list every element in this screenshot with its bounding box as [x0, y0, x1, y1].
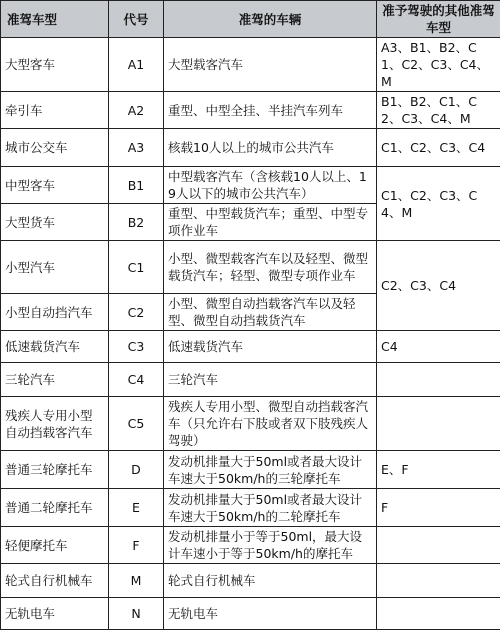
code-cell: C4 [109, 363, 164, 397]
type-cell: 普通二轮摩托车 [1, 489, 109, 527]
code-cell: D [109, 451, 164, 489]
type-cell: 轻便摩托车 [1, 527, 109, 564]
table-row [1, 92, 500, 129]
code-cell: E [109, 489, 164, 527]
vehicle-cell: 无轨电车 [164, 598, 377, 630]
vehicle-cell: 发动机排量大于50ml或者最大设计车速大于50km/h的三轮摩托车 [164, 451, 377, 489]
vehicle-cell: 发动机排量小于等于50ml，最大设计车速小于等于50km/h的摩托车 [164, 527, 377, 564]
vehicle-cell: 发动机排量大于50ml或者最大设计车速大于50km/h的二轮摩托车 [164, 489, 377, 527]
vehicle-cell: 重型、中型全挂、半挂汽车列车 [164, 92, 377, 129]
vehicle-cell: 轮式自行机械车 [164, 564, 377, 598]
type-cell: 大型货车 [1, 204, 109, 241]
other-cell [377, 397, 500, 451]
table-row [1, 598, 500, 630]
type-cell: 牵引车 [1, 92, 109, 129]
code-cell: B2 [109, 204, 164, 241]
other-cell: E、F [377, 451, 500, 489]
other-cell: C1、C2、C3、C4、M [377, 167, 500, 241]
vehicle-cell: 核载10人以上的城市公共汽车 [164, 129, 377, 167]
vehicle-cell: 大型载客汽车 [164, 38, 377, 92]
type-cell: 小型自动挡汽车 [1, 294, 109, 331]
type-cell: 中型客车 [1, 167, 109, 204]
code-cell: F [109, 527, 164, 564]
vehicle-cell: 低速载货汽车 [164, 331, 377, 363]
table-row [1, 331, 500, 363]
vehicle-cell: 重型、中型载货汽车；重型、中型专项作业车 [164, 204, 377, 241]
table-row [1, 129, 500, 167]
other-cell [377, 598, 500, 630]
table-row [1, 241, 500, 294]
header-row [1, 1, 500, 38]
code-cell: A2 [109, 92, 164, 129]
type-cell: 城市公交车 [1, 129, 109, 167]
other-cell: C4 [377, 331, 500, 363]
table-row [1, 489, 500, 527]
code-cell: M [109, 564, 164, 598]
vehicle-cell: 小型、微型载客汽车以及轻型、微型载货汽车；轻型、微型专项作业车 [164, 241, 377, 294]
table-row [1, 38, 500, 92]
table-row [1, 451, 500, 489]
type-cell: 小型汽车 [1, 241, 109, 294]
table-row [1, 167, 500, 204]
type-cell: 普通三轮摩托车 [1, 451, 109, 489]
vehicle-cell: 小型、微型自动挡载客汽车以及轻型、微型自动挡载货汽车 [164, 294, 377, 331]
code-cell: N [109, 598, 164, 630]
header-other: 准予驾驶的其他准驾车型 [377, 1, 500, 38]
vehicle-cell: 残疾人专用小型、微型自动挡载客汽车（只允许右下肢或者双下肢残疾人驾驶） [164, 397, 377, 451]
other-cell: A3、B1、B2、C1、C2、C3、C4、M [377, 38, 500, 92]
type-cell: 无轨电车 [1, 598, 109, 630]
vehicle-cell: 三轮汽车 [164, 363, 377, 397]
other-cell [377, 527, 500, 564]
code-cell: B1 [109, 167, 164, 204]
header-code: 代号 [109, 1, 164, 38]
table-row [1, 363, 500, 397]
header-type: 准驾车型 [1, 1, 109, 38]
other-cell: F [377, 489, 500, 527]
type-cell: 低速载货汽车 [1, 331, 109, 363]
code-cell: C2 [109, 294, 164, 331]
other-cell: C2、C3、C4 [377, 241, 500, 331]
code-cell: A1 [109, 38, 164, 92]
type-cell: 残疾人专用小型自动挡载客汽车 [1, 397, 109, 451]
type-cell: 大型客车 [1, 38, 109, 92]
table-row [1, 564, 500, 598]
other-cell [377, 564, 500, 598]
type-cell: 三轮汽车 [1, 363, 109, 397]
code-cell: A3 [109, 129, 164, 167]
vehicle-cell: 中型载客汽车（含核载10人以上、19人以下的城市公共汽车） [164, 167, 377, 204]
code-cell: C1 [109, 241, 164, 294]
type-cell: 轮式自行机械车 [1, 564, 109, 598]
other-cell: C1、C2、C3、C4 [377, 129, 500, 167]
code-cell: C3 [109, 331, 164, 363]
table-row [1, 397, 500, 451]
code-cell: C5 [109, 397, 164, 451]
other-cell: B1、B2、C1、C2、C3、C4、M [377, 92, 500, 129]
header-vehicle: 准驾的车辆 [164, 1, 377, 38]
table-row [1, 527, 500, 564]
other-cell [377, 363, 500, 397]
